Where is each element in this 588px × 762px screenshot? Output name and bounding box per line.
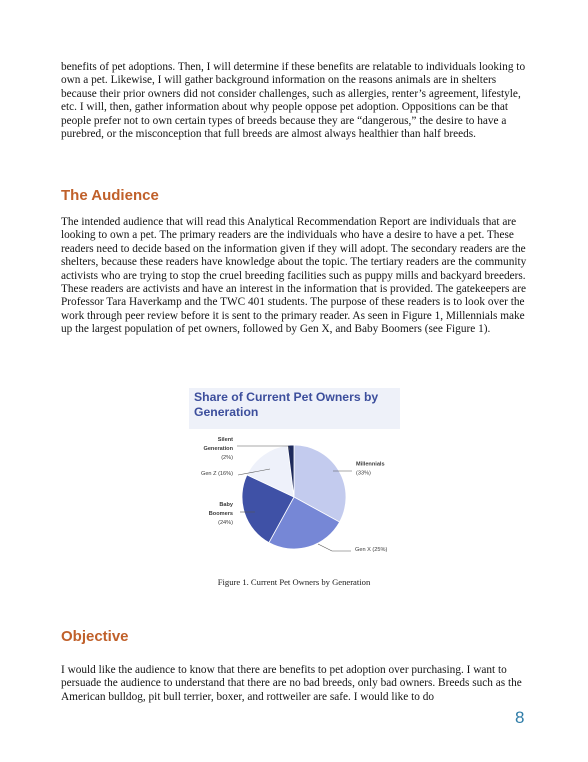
objective-paragraph: I would like the audience to know that there are benefits to pet adoption over purchasing. I want to persuade the audience to understand that there are no bad breeds, only bad owners. Breeds such as the American bulldog, pit bull terrier, boxer, and rottweiler are safe. I would like to do bbox=[61, 664, 522, 703]
figure-caption: Figure 1. Current Pet Owners by Generation bbox=[217, 577, 371, 587]
slice-label: (24%) bbox=[218, 520, 233, 526]
slice-label: Gen X (25%) bbox=[355, 547, 388, 553]
audience-paragraph: The intended audience that will read this Analytical Recommendation Report are individuals that are looking to own a pet. The primary readers are the individuals who have a desire to have a pet. These readers need to decide based on the information given if they will adopt. The secondary readers are the shelters, because these readers have knowledge about the topic. The tertiary readers are the community activists who are trying to stop the cruel breeding facilities such as puppy mills and backyard breeders. These readers are activists and have an interest in the information that is provided. The gatekeepers are Professor Tara Haverkamp and the TWC 401 students. The purpose of these readers is to look over the work through peer review before it is sent to the primary reader. As seen in Figure 1, Millennials make up the largest population of pet owners, followed by Gen X, and Baby Boomers (see Figure 1). bbox=[61, 216, 527, 336]
slice-label: (2%) bbox=[221, 455, 233, 461]
slice-label: Generation bbox=[203, 446, 233, 452]
objective-heading: Objective bbox=[61, 628, 129, 645]
page-number: 8 bbox=[515, 708, 525, 727]
slice-label: Baby bbox=[219, 502, 233, 508]
slice-label: Silent bbox=[217, 437, 233, 443]
slice-label: Boomers bbox=[208, 511, 233, 517]
slice-label: Gen Z (16%) bbox=[200, 471, 233, 477]
slice-label: Millennials bbox=[356, 461, 385, 468]
audience-heading: The Audience bbox=[61, 187, 159, 204]
intro-paragraph: benefits of pet adoptions. Then, I will determine if these benefits are relatable to individuals looking to own a pet. Likewise, I will gather background information on the reasons animals are in shelters because their prior owners did not consider challenges, such as allergies, renter’s agreement, lifestyle, etc. I will, then, gather information about why people oppose pet adoption. Oppositions can be that people prefer not to own certain types of breeds because they are “dangerous,” the desire to have a purebred, or the misconception that full breeds are almost always healthier than half breeds. bbox=[61, 61, 526, 141]
chart-title: Share of Current Pet Owners by Generation bbox=[194, 390, 379, 419]
slice-label: (33%) bbox=[356, 470, 371, 477]
